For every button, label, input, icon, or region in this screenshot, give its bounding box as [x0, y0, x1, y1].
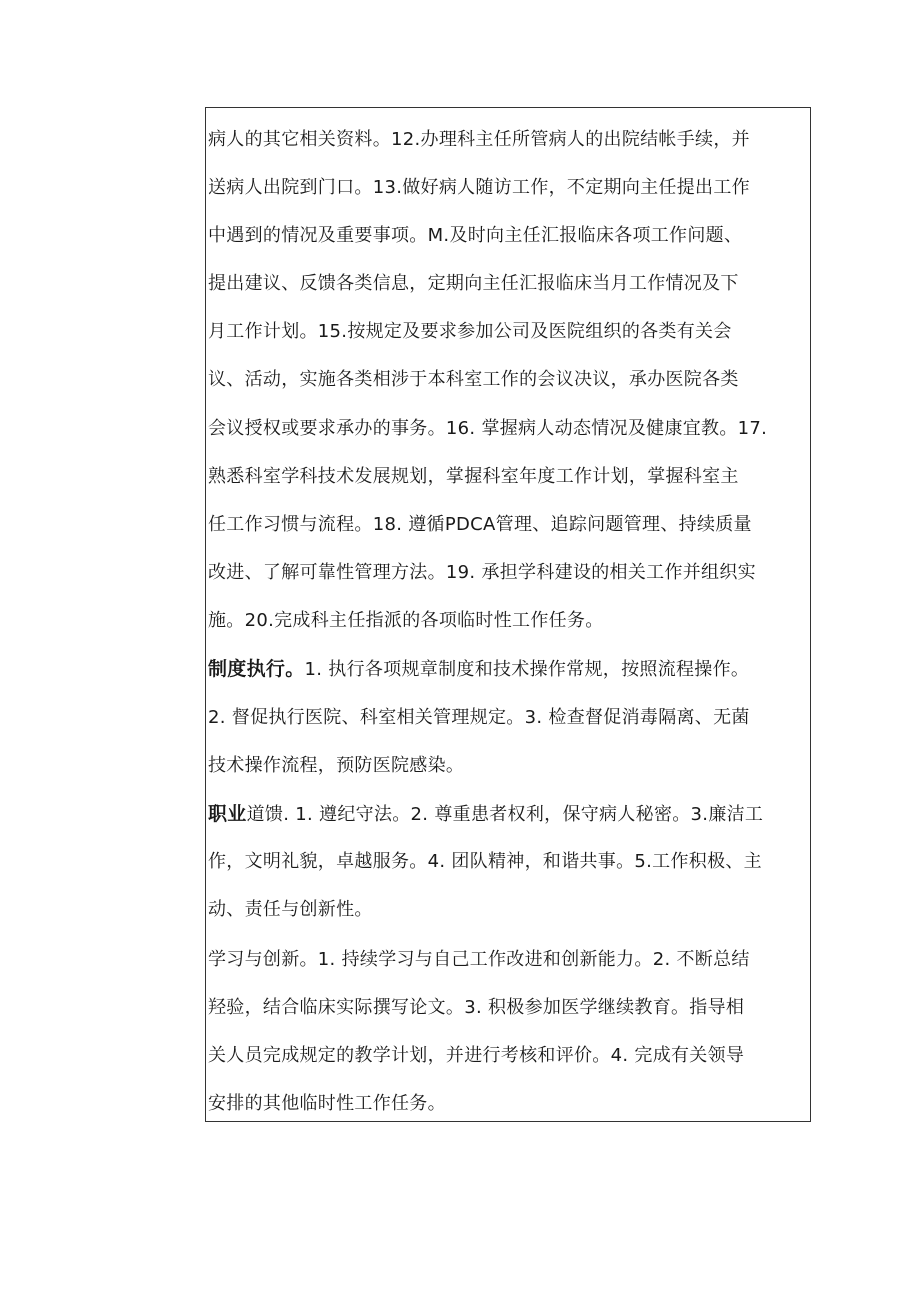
- text-line: 送病人出院到门口。13.做好病人随访工作，不定期向主任提出工作: [208, 177, 750, 198]
- text-line: 安排的其他临时性工作任务。: [208, 1093, 446, 1114]
- system-section-line: [208, 645, 749, 693]
- text-line: 施。20.完成科主任指派的各项临时性工作任务。: [208, 610, 604, 631]
- text-line: 2. 督促执行医院、科室相关管理规定。3. 检查督促消毒隔离、无菌: [208, 707, 750, 728]
- text-line: 会议授权或要求承办的事务。16. 掌握病人动态情况及健康宜教。17.: [208, 418, 768, 439]
- text-line: 羟验，结合临床实际撰写论文。3. 积极参加医学继续教育。指导相: [208, 997, 745, 1018]
- text-line: 提出建议、反馈各类信息，定期向主任汇报临床当月工作情况及下: [208, 273, 739, 294]
- text-line: 议、活动，实施各类相涉于本科室工作的会议决议，承办医院各类: [208, 369, 739, 390]
- text-line: 改进、了解可靠性管理方法。19. 承担学科建设的相关工作并组织实: [208, 562, 756, 583]
- text-line: 月工作计划。15.按规定及要求参加公司及医院组织的各类有关会: [208, 321, 732, 342]
- text-line: 技术操作流程，预防医院感染。: [208, 755, 465, 776]
- text-line: 作，文明礼貌，卓越服务。4. 团队精神，和谐共事。5.工作积极、主: [208, 851, 762, 872]
- text-line: 关人员完成规定的教学计划，并进行考核和评价。4. 完成有关领导: [208, 1045, 745, 1066]
- system-section-text: 1. 执行各项规章制度和技术操作常规，按照流程操作。: [304, 659, 750, 680]
- system-section-heading: 制度执行。: [208, 658, 305, 680]
- learning-section-line: 学习与创新。1. 持续学习与自己工作改进和创新能力。2. 不断总结: [208, 949, 750, 970]
- text-line: 动、责任与创新性。: [208, 899, 373, 920]
- text-line: 任工作习惯与流程。18. 遵循PDCA管理、追踪问题管理、持续质量: [208, 514, 752, 535]
- text-line: 病人的其它相关资料。12.办理科主任所管病人的出院结帐手续，并: [208, 129, 750, 150]
- text-line: 中遇到的情况及重要事项。M.及时向主任汇报临床各项工作问题、: [208, 225, 743, 246]
- ethics-section-heading: 职业: [208, 803, 247, 825]
- ethics-section-text: 道馈. 1. 遵纪守法。2. 尊重患者权利，保守病人秘密。3.廉洁工: [246, 804, 764, 825]
- ethics-section-line: [208, 790, 763, 838]
- text-line: 熟悉科室学科技术发展规划，掌握科室年度工作计划，掌握科室主: [208, 466, 739, 487]
